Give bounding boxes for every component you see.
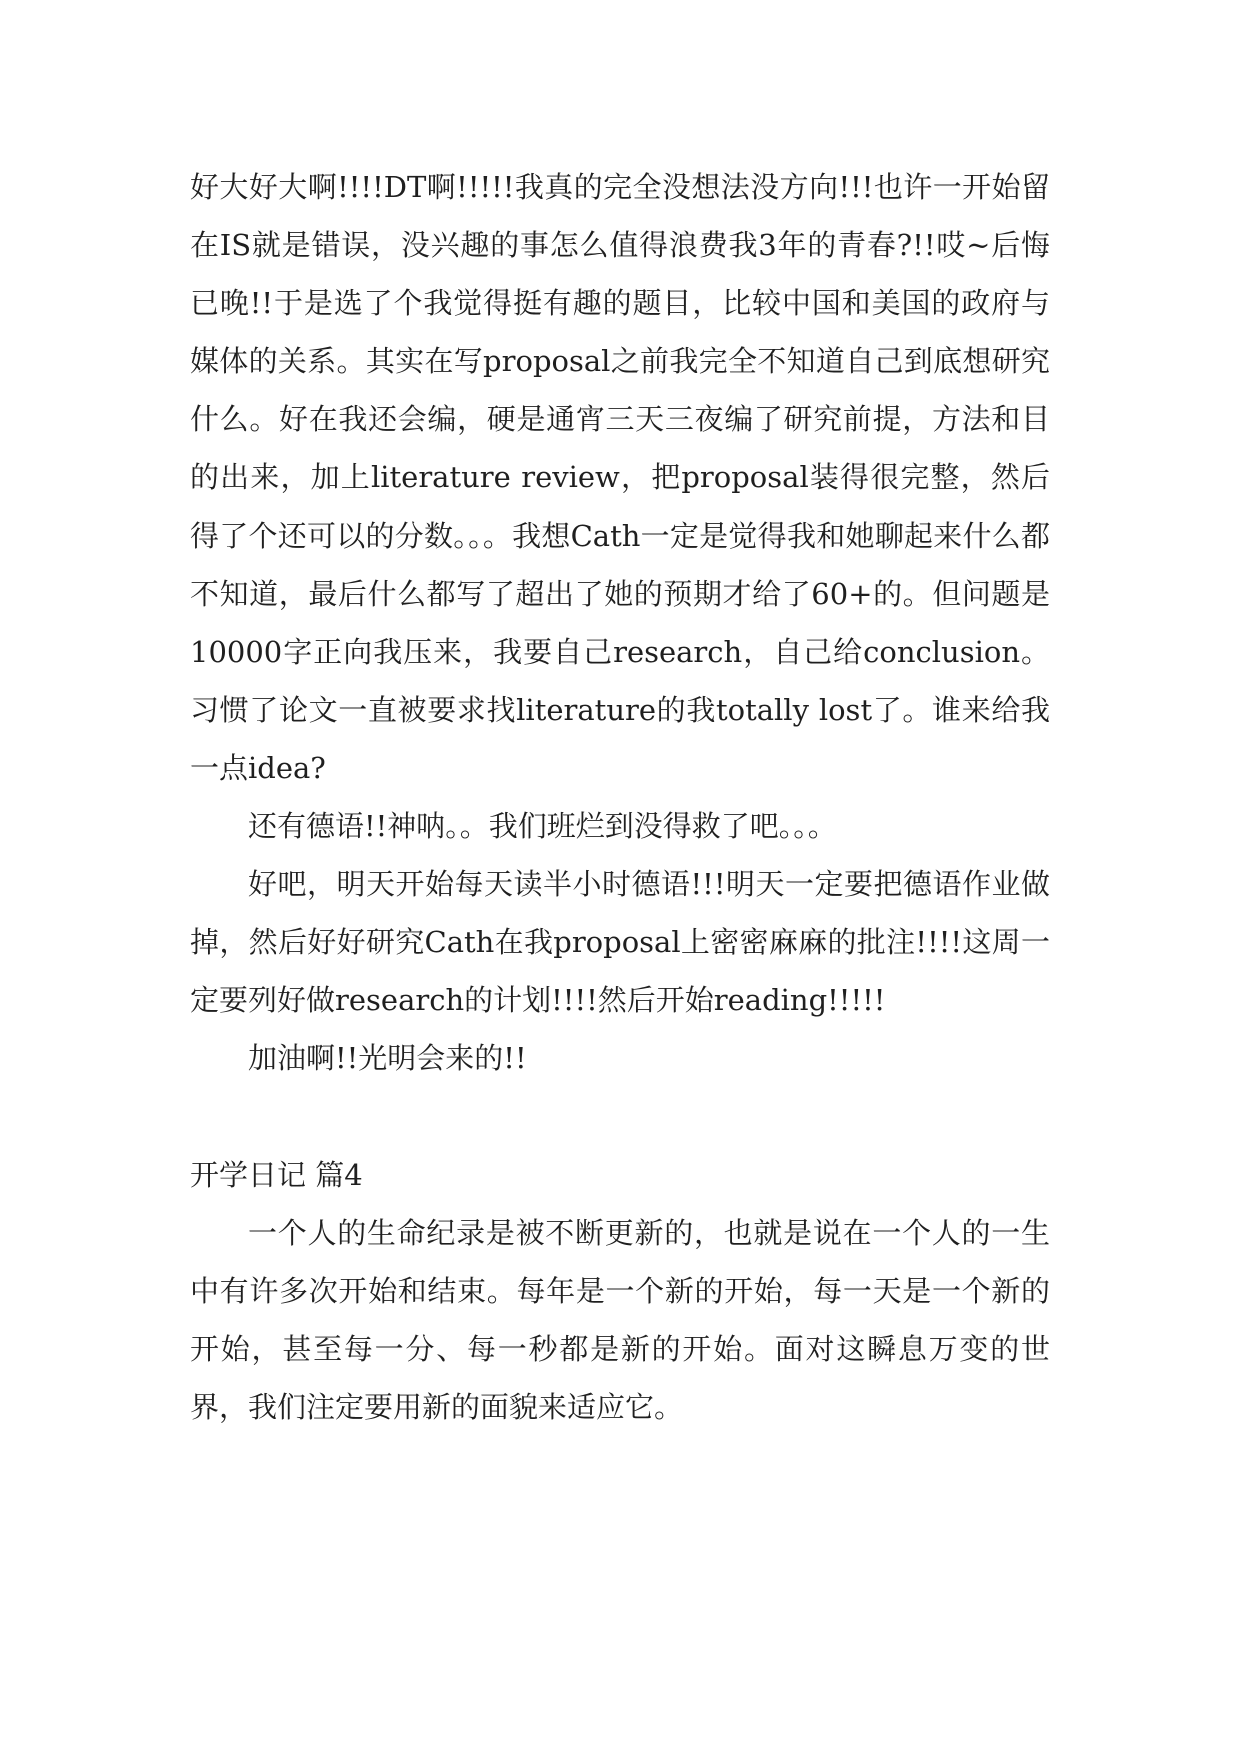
paragraph-5: 一个人的生命纪录是被不断更新的，也就是说在一个人的一生中有许多次开始和结束。每年是一个新的开始，每一天是一个新的开始，甚至每一分、每一秒都是新的开始。面对这瞬息万变的世界，我们注定要用新的面貌来适应它。 — [190, 1215, 1050, 1424]
paragraph-1: 好大好大啊!!!!DT啊!!!!!我真的完全没想法没方向!!!也许一开始留在IS就是错误，没兴趣的事怎么值得浪费我3年的青春?!!哎~后悔已晚!!于是选了个我觉得挺有趣的题目，比较中国和美国的政府与媒体的关系。其实在写proposal之前我完全不知道自己到底想研究什么。好在我还会编，硬是通宵三天三夜编了研究前提，方法和目的出来，加上literature review，把proposal装得很完整，然后得了个还可以的分数。。。我想Cath一定是觉得我和她聊起来什么都不知道，最后什么都写了超出了她的预期才给了60+的。但问题是10000字正向我压来，我要自己research，自己给conclusion。习惯了论文一直被要求找literature的我totally lost了。谁来给我一点idea? — [190, 170, 1050, 785]
section-title: 开学日记 篇4 — [190, 1157, 363, 1192]
paragraph-3: 好吧，明天开始每天读半小时德语!!!明天一定要把德语作业做掉，然后好好研究Cath在我proposal上密密麻麻的批注!!!!这周一定要列好做research的计划!!!!然后开始reading!!!!! — [190, 867, 1050, 1018]
paragraph-4: 加油啊!!光明会来的!! — [248, 1041, 527, 1076]
document-body — [190, 158, 1050, 1436]
paragraph-2: 还有德语!!神呐。。我们班烂到没得救了吧。。。 — [248, 809, 837, 844]
